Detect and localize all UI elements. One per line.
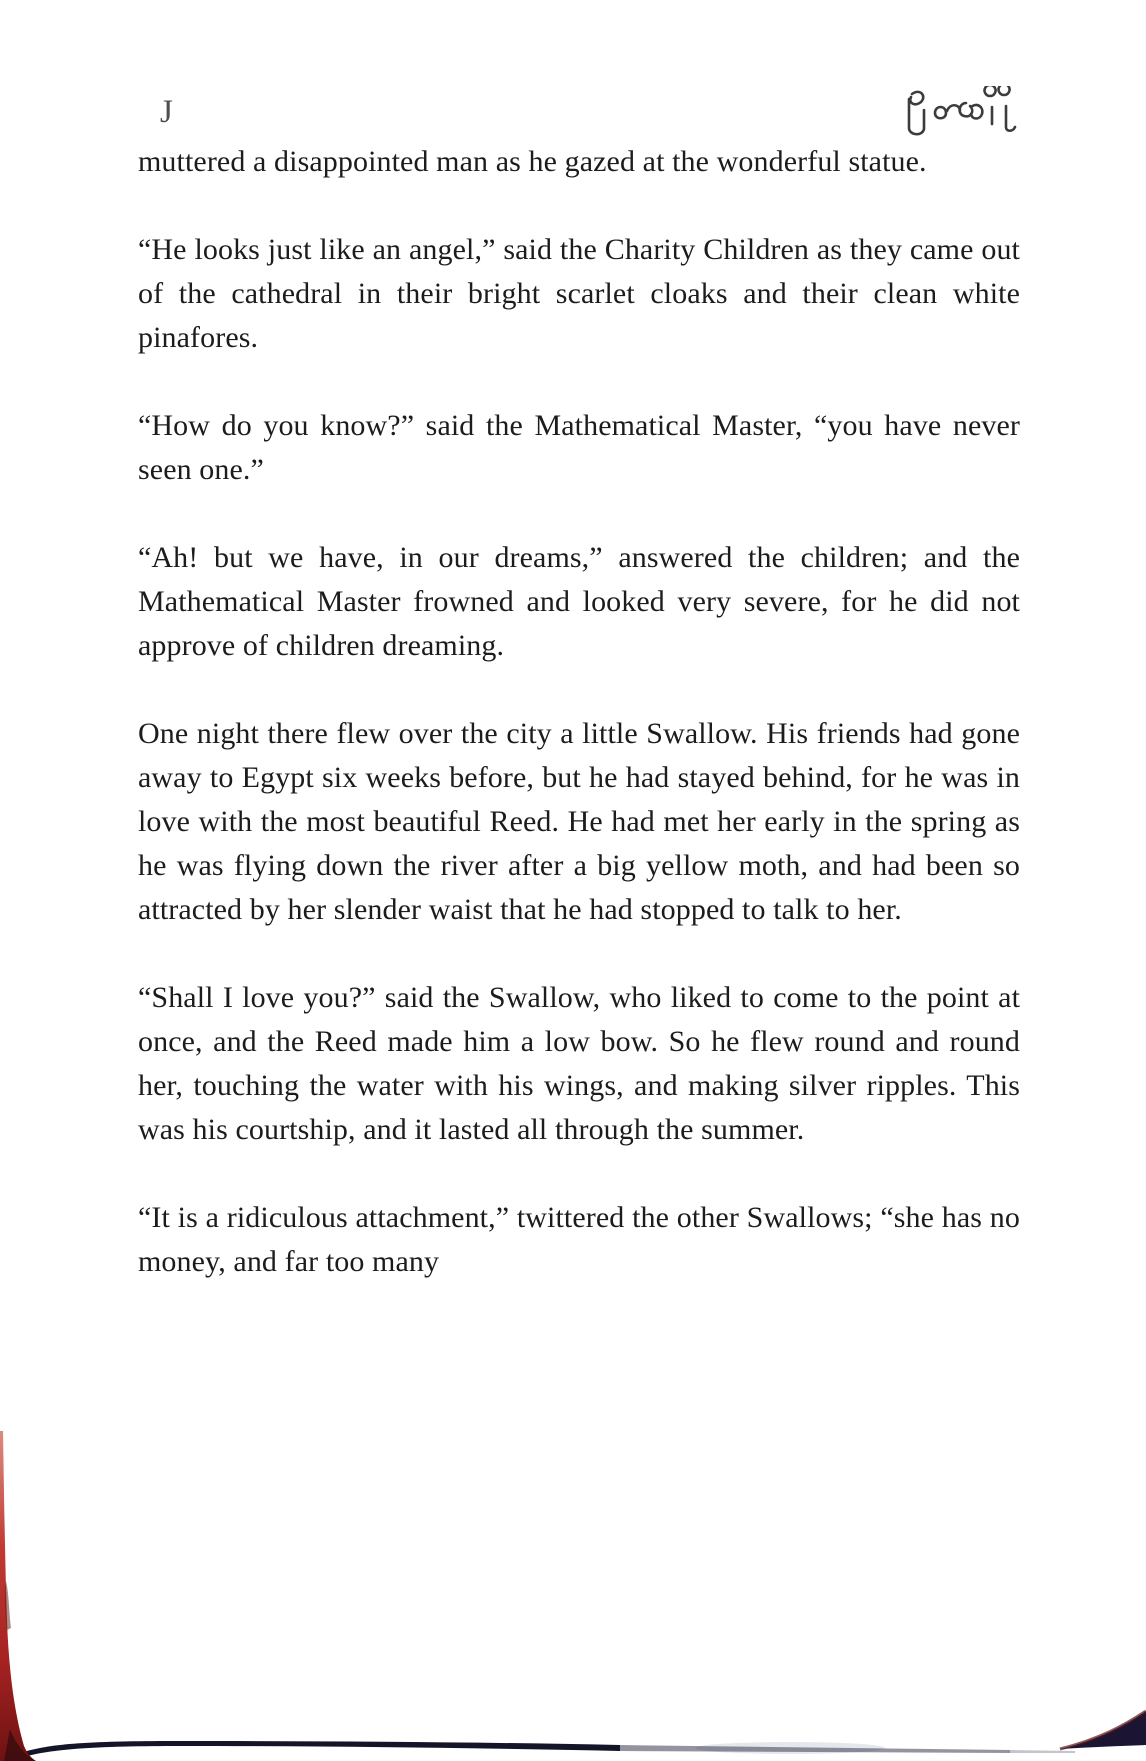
book-bottom-edge-shadow — [0, 1701, 1146, 1761]
handwritten-corner-mark: J — [160, 94, 173, 130]
paragraph-1: muttered a disappointed man as he gazed at the wonderful statue. — [138, 145, 927, 178]
page-text — [138, 140, 1020, 1284]
paragraph-6: “Shall I love you?” said the Swallow, who liked to come to the point at once, and the Reed made him a low bow. So he flew round and round her, touching the water with his wings, and making silver ripples. This was his courtship, and it lasted all through the summer. — [138, 981, 1020, 1146]
paragraph-7: “It is a ridiculous attachment,” twittered the other Swallows; “she has no money, and far too many — [138, 1201, 1020, 1278]
red-page-edge — [0, 1431, 36, 1761]
paragraph-2: “He looks just like an angel,” said the Charity Children as they came out of the cathedral in their bright scarlet cloaks and their clean white pinafores. — [138, 233, 1020, 354]
burmese-script-icon — [900, 86, 1018, 140]
paragraph-3: “How do you know?” said the Mathematical Master, “you have never seen one.” — [138, 409, 1020, 486]
paragraph-5: One night there flew over the city a little Swallow. His friends had gone away to Egypt six weeks before, but he had stayed behind, for he was in love with the most beautiful Reed. He had met her early in the spring as he was flying down the river after a big yellow moth, and had been so attracted by her slender waist that he had stopped to talk to her. — [138, 717, 1020, 926]
paragraph-4: “Ah! but we have, in our dreams,” answered the children; and the Mathematical Master frowned and looked very severe, for he did not approve of children dreaming. — [138, 541, 1020, 662]
